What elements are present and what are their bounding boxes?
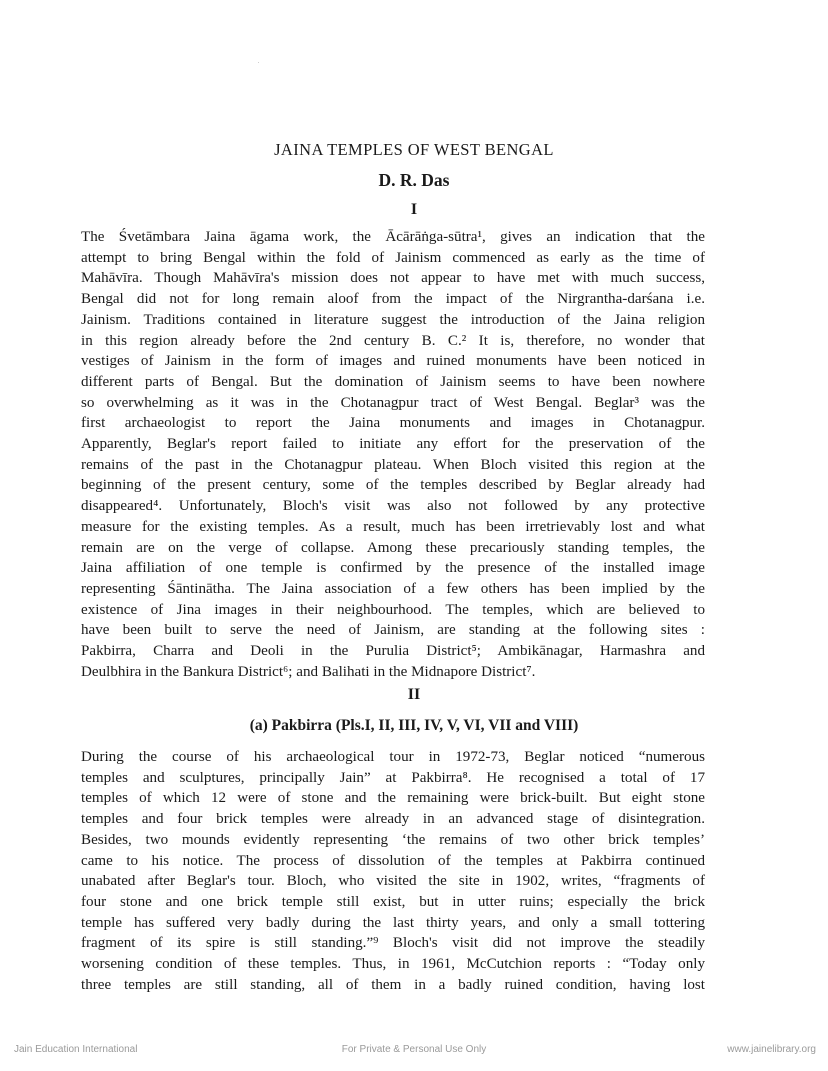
text-line: Deulbhira in the Bankura District⁶; and Balihati in the Midnapore District⁷. [81,663,536,680]
text-line: in this region already before the 2nd century B. C.² It is, therefore, no wonder that [81,332,705,349]
text-line: During the course of his archaeological tour in 1972-73, Beglar noticed “numerous [81,749,705,765]
article-title: JAINA TEMPLES OF WEST BENGAL [274,140,554,159]
text-line: came to his notice. The process of dissolution of the temples at Pakbirra continued [81,852,705,869]
text-line: Besides, two mounds evidently representing ‘the remains of two other brick temples’ [81,831,705,848]
scan-speck [258,62,259,63]
text-line: remain are on the verge of collapse. Among these precariously standing temples, the [81,539,705,556]
footer-publisher: Jain Education International [14,1044,138,1055]
text-line: existence of Jina images in their neighbourhood. The temples, which are believed to [81,601,705,618]
text-line: Bengal did not for long remain aloof from the impact of the Nirgrantha-darśana i.e. [81,291,705,308]
text-line: four stone and one brick temple still exist, but in utter ruins; especially the brick [81,893,705,910]
text-line: unabated after Beglar's tour. Bloch, who visited the site in 1902, writes, “fragments of [81,873,705,890]
text-line: measure for the existing temples. As a result, much has been irretrievably lost and what [81,518,705,535]
section-numeral-1: I [410,201,418,218]
footer-usage-note: For Private & Personal Use Only [341,1044,487,1055]
text-line: vestiges of Jainism in the form of images and ruined monuments have been noticed in [81,353,705,370]
text-line: so overwhelming as it was in the Chotanagpur tract of West Bengal. Beglar³ was the [81,394,705,411]
text-line: The Śvetāmbara Jaina āgama work, the Ācārāṅga-sūtra¹, gives an indication that the [81,229,705,245]
author-name: D. R. Das [378,170,450,190]
text-line: have been built to serve the need of Jainism, are standing at the following sites : [81,622,705,639]
text-line: temple has suffered very badly during the last thirty years, and only a small tottering [81,914,705,931]
text-line: Mahāvīra. Though Mahāvīra's mission does not appear to have met with much success, [81,270,705,287]
section-subheading: (a) Pakbirra (Pls.I, II, III, IV, V, VI, VII and VIII) [249,717,579,734]
text-line: three temples are still standing, all of them in a badly ruined condition, having lost [81,976,705,993]
text-line: temples of which 12 were of stone and the remaining were brick-built. But eight stone [81,790,705,807]
text-line: beginning of the present century, some of the temples described by Beglar already had [81,477,705,494]
text-line: Jaina affiliation of one temple is confirmed by the presence of the installed image [81,560,705,577]
text-line: Apparently, Beglar's report failed to initiate any effort for the preservation of the [81,436,705,453]
text-line: first archaeologist to report the Jaina monuments and images in Chotanagpur. [81,415,705,432]
text-line: fragment of its spire is still standing.”⁹ Bloch's visit did not improve the steadily [81,935,705,952]
text-line: representing Śāntinātha. The Jaina association of a few others has been implied by the [81,580,705,597]
text-line: different parts of Bengal. But the domination of Jainism seems to have been nowhere [81,373,705,390]
text-line: worsening condition of these temples. Thus, in 1961, McCutchion reports : “Today only [81,956,705,973]
text-line: remains of the past in the Chotanagpur plateau. When Bloch visited this region at the [81,456,705,473]
text-line: Pakbirra, Charra and Deoli in the Purulia District⁵; Ambikānagar, Harmashra and [81,643,705,660]
text-line: Jainism. Traditions contained in literature suggest the introduction of the Jaina religion [81,311,705,328]
text-line: temples and sculptures, principally Jain” at Pakbirra⁸. He recognised a total of 17 [81,769,705,786]
paragraph-section-2 [81,747,705,995]
text-line: attempt to bring Bengal within the fold of Jainism commenced as early as the time of [81,249,705,266]
text-line: temples and four brick temples were already in an advanced stage of disintegration. [81,811,705,828]
text-line: disappeared⁴. Unfortunately, Bloch's visit was also not followed by any protective [81,498,705,515]
footer-website: www.jainelibrary.org [727,1044,816,1055]
paragraph-section-1 [81,227,705,682]
section-numeral-2: II [407,686,421,703]
